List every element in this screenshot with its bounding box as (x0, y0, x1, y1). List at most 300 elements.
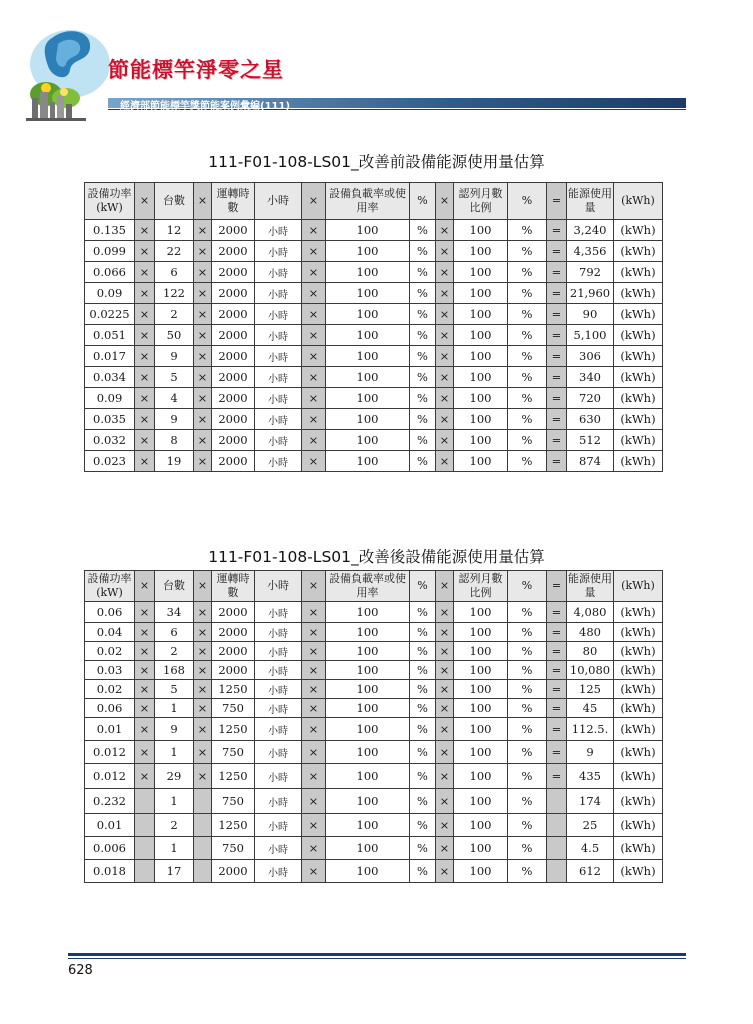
cell-month-ratio: 100 (454, 430, 508, 451)
cell-times-op: × (135, 262, 155, 283)
cell-percent-unit: % (508, 814, 547, 837)
cell-percent-unit: % (410, 409, 436, 430)
cell-kwh-unit: (kWh) (614, 241, 663, 262)
cell-times-op: × (302, 430, 326, 451)
cell-times-op: × (302, 718, 326, 741)
cell-times-op: × (436, 718, 454, 741)
cell-unit-count: 8 (155, 430, 194, 451)
cell-percent-unit: % (410, 283, 436, 304)
cell-times-op: × (194, 699, 212, 718)
cell-hours-unit: 小時 (255, 661, 302, 680)
cell-unit-count: 34 (155, 602, 194, 623)
cell-run-hours: 750 (212, 741, 255, 764)
cell-percent-unit: % (410, 388, 436, 409)
cell-load-rate: 100 (326, 602, 410, 623)
cell-kwh-unit: (kWh) (614, 642, 663, 661)
cell-load-rate: 100 (326, 388, 410, 409)
cell-times-op: × (194, 741, 212, 764)
cell-run-hours: 2000 (212, 304, 255, 325)
cell-month-ratio: 100 (454, 837, 508, 860)
cell-hours-unit: 小時 (255, 283, 302, 304)
cell-hours-unit: 小時 (255, 346, 302, 367)
cell-load-rate: 100 (326, 680, 410, 699)
cell-energy-use: 21,960 (567, 283, 614, 304)
cell-percent-unit: % (410, 860, 436, 883)
cell-percent-unit: % (508, 220, 547, 241)
cell-month-ratio: 100 (454, 367, 508, 388)
cell-energy-use: 10,080 (567, 661, 614, 680)
cell-power-kw: 0.09 (85, 388, 135, 409)
cell-times-op: × (135, 409, 155, 430)
cell-equals-op: = (547, 699, 567, 718)
table-row (85, 388, 663, 409)
cell-times-op: × (436, 680, 454, 699)
header-times-op: × (436, 571, 454, 602)
cell-equals-op: = (547, 430, 567, 451)
cell-energy-use: 5,100 (567, 325, 614, 346)
cell-times-op: × (302, 661, 326, 680)
cell-equals-op: = (547, 409, 567, 430)
cell-month-ratio: 100 (454, 346, 508, 367)
cell-percent-unit: % (508, 430, 547, 451)
header-unit-count: 台數 (155, 571, 194, 602)
cell-power-kw: 0.035 (85, 409, 135, 430)
cell-power-kw: 0.0225 (85, 304, 135, 325)
cell-hours-unit: 小時 (255, 409, 302, 430)
cell-unit-count: 5 (155, 367, 194, 388)
cell-percent-unit: % (508, 680, 547, 699)
cell-times-op: × (436, 346, 454, 367)
cell-energy-use: 45 (567, 699, 614, 718)
table-row (85, 837, 663, 860)
cell-times-op: × (194, 430, 212, 451)
cell-hours-unit: 小時 (255, 699, 302, 718)
table-before-title: 111-F01-108-LS01_改善前設備能源使用量估算 (208, 153, 545, 171)
cell-kwh-unit: (kWh) (614, 741, 663, 764)
cell-energy-use: 112.5. (567, 718, 614, 741)
cell-times-op (135, 814, 155, 837)
header-kwh-unit: (kWh) (614, 571, 663, 602)
cell-energy-use: 125 (567, 680, 614, 699)
cell-percent-unit: % (508, 367, 547, 388)
cell-times-op: × (135, 680, 155, 699)
cell-unit-count: 1 (155, 741, 194, 764)
header-kwh-unit: (kWh) (614, 183, 663, 220)
cell-times-op: × (436, 262, 454, 283)
table-after-title: 111-F01-108-LS01_改善後設備能源使用量估算 (208, 548, 545, 566)
cell-equals-op: = (547, 388, 567, 409)
cell-run-hours: 750 (212, 837, 255, 860)
page-header (0, 0, 753, 120)
cell-percent-unit: % (508, 837, 547, 860)
cell-times-op: × (302, 283, 326, 304)
cell-kwh-unit: (kWh) (614, 623, 663, 642)
cell-power-kw: 0.135 (85, 220, 135, 241)
header-month-ratio: 認列月數比例 (454, 183, 508, 220)
cell-power-kw: 0.01 (85, 718, 135, 741)
cell-times-op (194, 789, 212, 814)
cell-energy-use: 80 (567, 642, 614, 661)
cell-load-rate: 100 (326, 262, 410, 283)
cell-month-ratio: 100 (454, 741, 508, 764)
cell-equals-op: = (547, 718, 567, 741)
header-equals-op: = (547, 183, 567, 220)
cell-times-op: × (135, 602, 155, 623)
cell-month-ratio: 100 (454, 388, 508, 409)
table-row (85, 602, 663, 623)
cell-unit-count: 2 (155, 304, 194, 325)
cell-load-rate: 100 (326, 814, 410, 837)
table-row (85, 325, 663, 346)
cell-times-op: × (436, 764, 454, 789)
cell-times-op: × (302, 699, 326, 718)
cell-times-op: × (135, 764, 155, 789)
cell-energy-use: 874 (567, 451, 614, 472)
cell-equals-op: = (547, 220, 567, 241)
cell-month-ratio: 100 (454, 283, 508, 304)
cell-percent-unit: % (410, 699, 436, 718)
cell-hours-unit: 小時 (255, 741, 302, 764)
cell-energy-use: 306 (567, 346, 614, 367)
cell-load-rate: 100 (326, 699, 410, 718)
table-row (85, 814, 663, 837)
cell-times-op: × (436, 241, 454, 262)
cell-unit-count: 122 (155, 283, 194, 304)
cell-times-op: × (194, 764, 212, 789)
cell-equals-op: = (547, 451, 567, 472)
cell-run-hours: 750 (212, 699, 255, 718)
cell-times-op: × (302, 680, 326, 699)
cell-hours-unit: 小時 (255, 814, 302, 837)
table-row (85, 451, 663, 472)
cell-times-op: × (194, 661, 212, 680)
cell-equals-op: = (547, 764, 567, 789)
cell-kwh-unit: (kWh) (614, 325, 663, 346)
cell-times-op: × (302, 388, 326, 409)
cell-month-ratio: 100 (454, 814, 508, 837)
cell-percent-unit: % (508, 642, 547, 661)
header-times-op: × (194, 183, 212, 220)
header-month-ratio: 認列月數比例 (454, 571, 508, 602)
cell-month-ratio: 100 (454, 220, 508, 241)
header-times-op: × (302, 571, 326, 602)
cell-times-op (135, 789, 155, 814)
cell-kwh-unit: (kWh) (614, 451, 663, 472)
cell-times-op: × (436, 789, 454, 814)
cell-hours-unit: 小時 (255, 860, 302, 883)
table-row (85, 680, 663, 699)
cell-month-ratio: 100 (454, 262, 508, 283)
cell-energy-use: 4,080 (567, 602, 614, 623)
header-power-kw: 設備功率(kW) (85, 571, 135, 602)
table-row (85, 304, 663, 325)
cell-hours-unit: 小時 (255, 325, 302, 346)
cell-month-ratio: 100 (454, 241, 508, 262)
cell-load-rate: 100 (326, 325, 410, 346)
cell-equals-op (547, 814, 567, 837)
cell-run-hours: 1250 (212, 814, 255, 837)
cell-times-op: × (194, 262, 212, 283)
cell-times-op: × (135, 283, 155, 304)
publication-subtitle: 經濟部節能標竿獎節能案例彙編(111) (120, 101, 291, 112)
cell-load-rate: 100 (326, 220, 410, 241)
cell-times-op: × (135, 241, 155, 262)
cell-percent-unit: % (508, 283, 547, 304)
cell-month-ratio: 100 (454, 451, 508, 472)
cell-month-ratio: 100 (454, 718, 508, 741)
cell-unit-count: 17 (155, 860, 194, 883)
cell-month-ratio: 100 (454, 764, 508, 789)
cell-load-rate: 100 (326, 718, 410, 741)
cell-load-rate: 100 (326, 409, 410, 430)
cell-power-kw: 0.099 (85, 241, 135, 262)
cell-load-rate: 100 (326, 860, 410, 883)
cell-unit-count: 2 (155, 814, 194, 837)
cell-kwh-unit: (kWh) (614, 764, 663, 789)
cell-times-op: × (436, 814, 454, 837)
cell-percent-unit: % (410, 741, 436, 764)
cell-percent-unit: % (508, 741, 547, 764)
cell-load-rate: 100 (326, 837, 410, 860)
cell-power-kw: 0.06 (85, 699, 135, 718)
cell-kwh-unit: (kWh) (614, 346, 663, 367)
cell-times-op: × (302, 325, 326, 346)
cell-times-op: × (194, 409, 212, 430)
cell-run-hours: 2000 (212, 325, 255, 346)
table-row (85, 789, 663, 814)
cell-percent-unit: % (508, 860, 547, 883)
cell-hours-unit: 小時 (255, 220, 302, 241)
cell-times-op: × (436, 623, 454, 642)
table-row (85, 764, 663, 789)
cell-times-op: × (194, 241, 212, 262)
cell-kwh-unit: (kWh) (614, 220, 663, 241)
cell-times-op: × (302, 623, 326, 642)
cell-load-rate: 100 (326, 623, 410, 642)
cell-equals-op: = (547, 346, 567, 367)
header-power-kw: 設備功率(kW) (85, 183, 135, 220)
cell-times-op: × (436, 741, 454, 764)
cell-hours-unit: 小時 (255, 602, 302, 623)
cell-hours-unit: 小時 (255, 388, 302, 409)
cell-kwh-unit: (kWh) (614, 661, 663, 680)
cell-times-op: × (436, 642, 454, 661)
cell-unit-count: 1 (155, 837, 194, 860)
cell-power-kw: 0.012 (85, 741, 135, 764)
cell-power-kw: 0.023 (85, 451, 135, 472)
cell-times-op: × (135, 388, 155, 409)
cell-percent-unit: % (508, 789, 547, 814)
cell-unit-count: 9 (155, 409, 194, 430)
cell-times-op: × (135, 346, 155, 367)
cell-percent-unit: % (410, 262, 436, 283)
cell-kwh-unit: (kWh) (614, 718, 663, 741)
cell-unit-count: 29 (155, 764, 194, 789)
cell-month-ratio: 100 (454, 623, 508, 642)
cell-times-op: × (135, 661, 155, 680)
table-row (85, 642, 663, 661)
cell-times-op: × (135, 741, 155, 764)
cell-unit-count: 22 (155, 241, 194, 262)
cell-times-op: × (302, 451, 326, 472)
cell-times-op: × (135, 304, 155, 325)
header-percent-unit: % (410, 571, 436, 602)
cell-equals-op: = (547, 623, 567, 642)
table-row (85, 718, 663, 741)
cell-power-kw: 0.006 (85, 837, 135, 860)
cell-run-hours: 2000 (212, 430, 255, 451)
cell-unit-count: 50 (155, 325, 194, 346)
cell-times-op: × (436, 451, 454, 472)
cell-times-op: × (135, 430, 155, 451)
cell-run-hours: 1250 (212, 718, 255, 741)
cell-times-op: × (302, 814, 326, 837)
cell-month-ratio: 100 (454, 789, 508, 814)
cell-month-ratio: 100 (454, 325, 508, 346)
cell-unit-count: 9 (155, 346, 194, 367)
cell-times-op: × (302, 741, 326, 764)
header-hours-unit: 小時 (255, 571, 302, 602)
cell-month-ratio: 100 (454, 642, 508, 661)
header-hours-unit: 小時 (255, 183, 302, 220)
cell-power-kw: 0.02 (85, 642, 135, 661)
cell-percent-unit: % (410, 789, 436, 814)
cell-times-op: × (194, 346, 212, 367)
table-row (85, 241, 663, 262)
cell-times-op: × (194, 680, 212, 699)
cell-energy-use: 90 (567, 304, 614, 325)
cell-times-op: × (194, 642, 212, 661)
cell-times-op: × (302, 860, 326, 883)
table-row (85, 741, 663, 764)
cell-power-kw: 0.232 (85, 789, 135, 814)
cell-percent-unit: % (410, 451, 436, 472)
cell-hours-unit: 小時 (255, 680, 302, 699)
cell-times-op (135, 837, 155, 860)
cell-times-op: × (436, 661, 454, 680)
cell-power-kw: 0.017 (85, 346, 135, 367)
cell-kwh-unit: (kWh) (614, 409, 663, 430)
cell-hours-unit: 小時 (255, 764, 302, 789)
cell-equals-op: = (547, 367, 567, 388)
cell-load-rate: 100 (326, 346, 410, 367)
table-header-row (85, 183, 663, 220)
cell-run-hours: 2000 (212, 451, 255, 472)
cell-percent-unit: % (508, 262, 547, 283)
table-before (84, 182, 663, 472)
cell-times-op: × (302, 764, 326, 789)
cell-percent-unit: % (410, 661, 436, 680)
cell-times-op: × (436, 699, 454, 718)
cell-month-ratio: 100 (454, 661, 508, 680)
cell-times-op: × (135, 220, 155, 241)
cell-times-op: × (436, 325, 454, 346)
cell-equals-op: = (547, 262, 567, 283)
cell-times-op: × (135, 451, 155, 472)
cell-times-op: × (302, 262, 326, 283)
cell-run-hours: 2000 (212, 388, 255, 409)
cell-times-op: × (436, 409, 454, 430)
table-row (85, 430, 663, 451)
cell-equals-op (547, 860, 567, 883)
cell-percent-unit: % (508, 699, 547, 718)
cell-kwh-unit: (kWh) (614, 262, 663, 283)
cell-month-ratio: 100 (454, 699, 508, 718)
cell-kwh-unit: (kWh) (614, 430, 663, 451)
cell-percent-unit: % (508, 718, 547, 741)
cell-equals-op (547, 837, 567, 860)
table-row (85, 661, 663, 680)
cell-run-hours: 2000 (212, 623, 255, 642)
cell-hours-unit: 小時 (255, 430, 302, 451)
cell-hours-unit: 小時 (255, 623, 302, 642)
cell-times-op: × (302, 346, 326, 367)
cell-times-op: × (194, 388, 212, 409)
cell-hours-unit: 小時 (255, 837, 302, 860)
cell-hours-unit: 小時 (255, 367, 302, 388)
cell-times-op: × (135, 367, 155, 388)
cell-percent-unit: % (410, 680, 436, 699)
cell-times-op: × (302, 837, 326, 860)
header-load-rate: 設備負載率或使用率 (326, 571, 410, 602)
cell-times-op: × (302, 602, 326, 623)
cell-power-kw: 0.051 (85, 325, 135, 346)
cell-kwh-unit: (kWh) (614, 388, 663, 409)
cell-energy-use: 4,356 (567, 241, 614, 262)
footer-rule-thin (68, 958, 686, 959)
page-number: 628 (68, 963, 93, 978)
cell-percent-unit: % (508, 241, 547, 262)
brand-title: 節能標竿淨零之星 (108, 57, 284, 82)
cell-percent-unit: % (508, 451, 547, 472)
header-times-op: × (302, 183, 326, 220)
cell-percent-unit: % (410, 325, 436, 346)
cell-unit-count: 5 (155, 680, 194, 699)
cell-unit-count: 1 (155, 789, 194, 814)
cell-load-rate: 100 (326, 789, 410, 814)
cell-equals-op: = (547, 241, 567, 262)
table-row (85, 283, 663, 304)
cell-energy-use: 480 (567, 623, 614, 642)
cell-kwh-unit: (kWh) (614, 304, 663, 325)
header-times-op: × (135, 571, 155, 602)
cell-energy-use: 4.5 (567, 837, 614, 860)
cell-unit-count: 1 (155, 699, 194, 718)
cell-times-op (194, 814, 212, 837)
header-energy-use: 能源使用量 (567, 183, 614, 220)
cell-power-kw: 0.012 (85, 764, 135, 789)
cell-percent-unit: % (410, 623, 436, 642)
table-after-body (85, 571, 663, 883)
cell-times-op: × (194, 718, 212, 741)
cell-hours-unit: 小時 (255, 789, 302, 814)
cell-energy-use: 25 (567, 814, 614, 837)
header-unit-count: 台數 (155, 183, 194, 220)
cell-load-rate: 100 (326, 367, 410, 388)
cell-times-op: × (194, 623, 212, 642)
cell-energy-use: 340 (567, 367, 614, 388)
cell-power-kw: 0.06 (85, 602, 135, 623)
cell-percent-unit: % (410, 367, 436, 388)
cell-times-op: × (302, 241, 326, 262)
table-row (85, 699, 663, 718)
cell-run-hours: 2000 (212, 602, 255, 623)
cell-run-hours: 2000 (212, 262, 255, 283)
cell-run-hours: 2000 (212, 661, 255, 680)
cell-times-op: × (436, 388, 454, 409)
cell-percent-unit: % (410, 220, 436, 241)
cell-equals-op: = (547, 304, 567, 325)
